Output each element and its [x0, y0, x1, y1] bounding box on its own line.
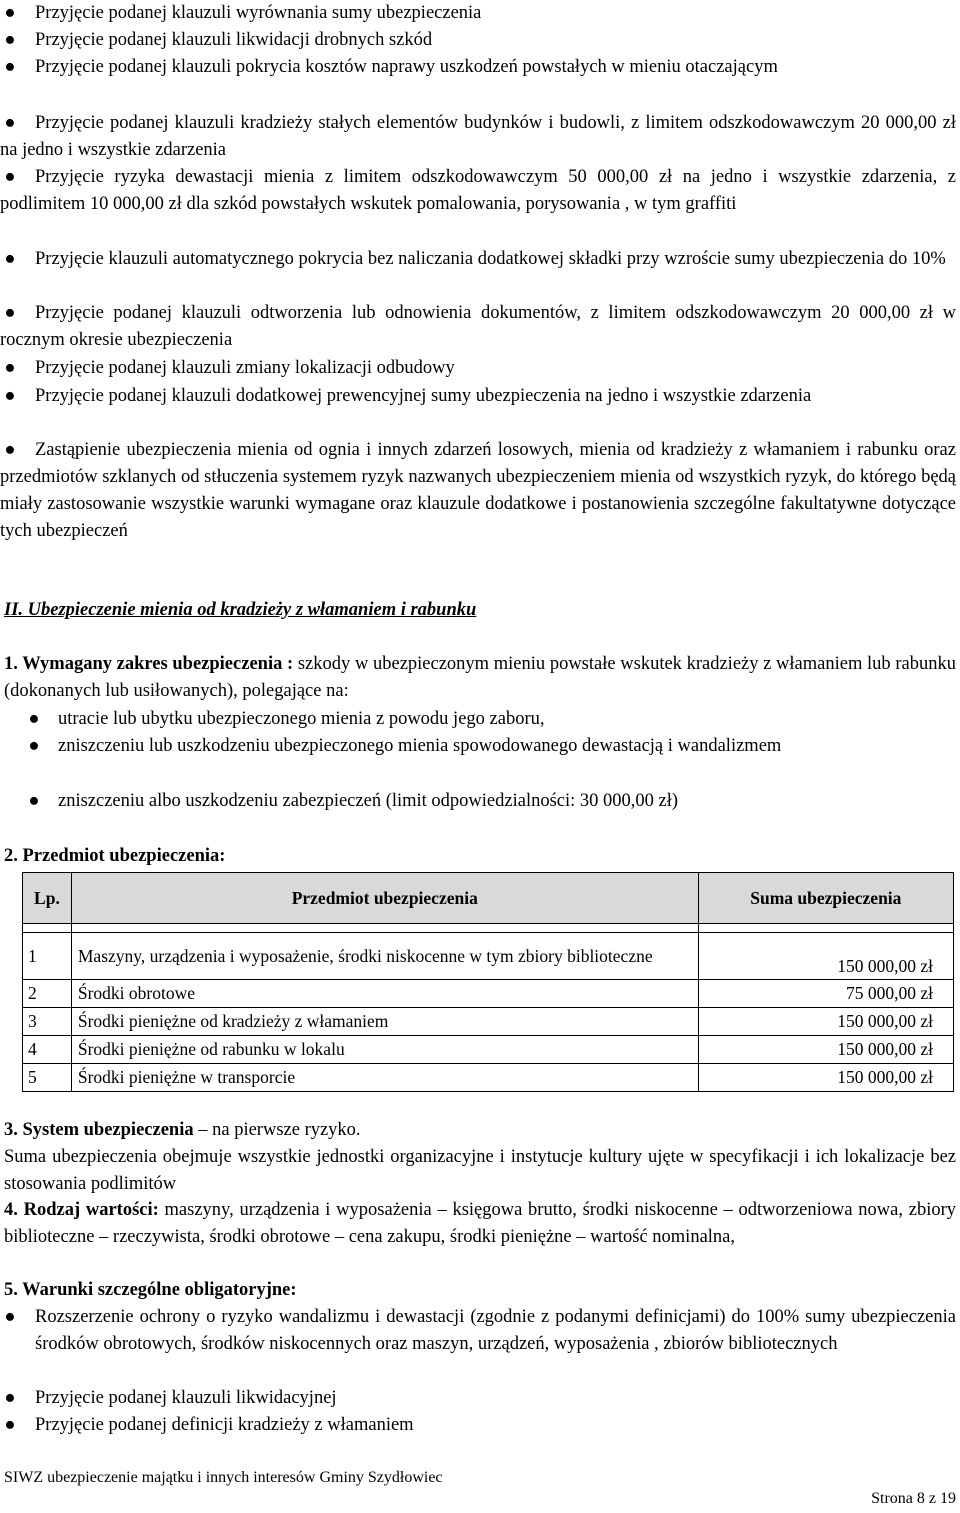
- list-item: ● Zastąpienie ubezpieczenia mienia od ognia i innych zdarzeń losowych, mienia od kradzieży z włamaniem i rabunku oraz przedmiotów szklanych od stłuczenia systemem ryzyk nazwanych ubezpieczeniem mienia od wszystkich ryzyk, do którego będą miały zastosowanie wszystkie warunki wymagane oraz klauzule dodatkowe i postanowienia szczególne fakultatywne dotyczące tych ubezpieczeń: [0, 437, 956, 545]
- bullet-icon: ●: [4, 440, 16, 460]
- system-label: 3. System ubezpieczenia: [4, 1120, 194, 1140]
- bullet-icon: ●: [4, 1415, 16, 1435]
- list-item: ● Przyjęcie podanej klauzuli likwidacji drobnych szkód: [0, 27, 956, 54]
- table-header-row: [23, 873, 954, 924]
- list-item: ● utracie lub ubytku ubezpieczonego mienia z powodu jego zaboru,: [24, 706, 956, 733]
- list-item: ● Przyjęcie podanej klauzuli dodatkowej prewencyjnej sumy ubezpieczenia na jedno i wszystkie zdarzenia: [0, 383, 956, 410]
- conditions-heading: 5. Warunki szczególne obligatoryjne:: [4, 1280, 297, 1300]
- list-item: ● Przyjęcie podanej klauzuli wyrównania sumy ubezpieczenia: [0, 0, 956, 27]
- table-row: 5 Środki pieniężne w transporcie 150 000,00 zł: [23, 1064, 954, 1092]
- bullet-icon: ●: [4, 386, 16, 406]
- bullet-icon: ●: [4, 113, 16, 133]
- bullet-icon: ●: [4, 57, 16, 77]
- table-row: 1 Maszyny, urządzenia i wyposażenie, środki niskocenne w tym zbiory biblioteczne 150 000,00 zł: [23, 933, 954, 980]
- bullet-icon: ●: [4, 358, 16, 378]
- requirement-text: szkody w ubezpieczonym mieniu powstałe wskutek kradzieży z włamaniem lub rabunku (dokonanych lub usiłowanych), polegające na:: [4, 654, 956, 701]
- list-item: ● Przyjęcie klauzuli automatycznego pokrycia bez naliczania dodatkowej składki przy wzroście sumy ubezpieczenia do 10%: [0, 246, 956, 273]
- bullet-icon: ●: [4, 249, 16, 269]
- list-item: ● Rozszerzenie ochrony o ryzyko wandalizmu i dewastacji (zgodnie z podanymi definicjami) do 100% sumy ubezpieczenia środków obrotowych, środków niskocennych oraz maszyn, urządzeń, wyposażenia , zbiorów bibliotecznych: [0, 1304, 956, 1358]
- insurance-table: [22, 872, 954, 1092]
- table-row: 4 Środki pieniężne od rabunku w lokalu 150 000,00 zł: [23, 1036, 954, 1064]
- table-row: 3 Środki pieniężne od kradzieży z włamaniem 150 000,00 zł: [23, 1008, 954, 1036]
- section-heading: II. Ubezpieczenie mienia od kradzieży z włamaniem i rabunku: [4, 600, 477, 620]
- system-line: [4, 1117, 361, 1144]
- bullet-icon: ●: [4, 303, 16, 323]
- list-item: ● Przyjęcie podanej definicji kradzieży z włamaniem: [0, 1412, 956, 1439]
- value-type-paragraph: [4, 1197, 956, 1251]
- list-item: ● Przyjęcie podanej klauzuli likwidacyjnej: [0, 1385, 956, 1412]
- list-item: ● zniszczeniu lub uszkodzeniu ubezpieczonego mienia spowodowanego dewastacją i wandalizmem: [24, 733, 956, 760]
- system-paragraph: Suma ubezpieczenia obejmuje wszystkie jednostki organizacyjne i instytucje kultury ujęte w specyfikacji i ich lokalizacje bez stosowania podlimitów: [4, 1147, 956, 1194]
- subject-heading: 2. Przedmiot ubezpieczenia:: [4, 846, 226, 866]
- column-header: Suma ubezpieczenia: [698, 873, 953, 924]
- list-item: ● Przyjęcie podanej klauzuli pokrycia kosztów naprawy uszkodzeń powstałych w mieniu otaczającym: [0, 54, 956, 81]
- bullet-icon: ●: [4, 3, 16, 23]
- list-item: ● Przyjęcie podanej klauzuli zmiany lokalizacji odbudowy: [0, 355, 956, 382]
- value-type-text: maszyny, urządzenia i wyposażenia – księgowa brutto, środki niskocenne – odtworzeniowa nowa, zbiory biblioteczne – rzeczywista, środki obrotowe – cena zakupu, środki pieniężne – wartość nominalna,: [4, 1200, 956, 1247]
- list-item: ● zniszczeniu albo uszkodzeniu zabezpieczeń (limit odpowiedzialności: 30 000,00 zł): [24, 788, 956, 815]
- list-item: ● Przyjęcie podanej klauzuli kradzieży stałych elementów budynków i budowli, z limitem odszkodowawczym 20 000,00 zł na jedno i wszystkie zdarzenia: [0, 110, 956, 164]
- column-header: Przedmiot ubezpieczenia: [71, 873, 698, 924]
- bullet-icon: ●: [4, 30, 16, 50]
- requirement-label: 1. Wymagany zakres ubezpieczenia :: [4, 654, 294, 674]
- footer-text: SIWZ ubezpieczenie majątku i innych interesów Gminy Szydłowiec: [4, 1469, 443, 1486]
- bullet-icon: ●: [28, 791, 40, 811]
- bullet-icon: ●: [28, 736, 40, 756]
- page-number: Strona 8 z 19: [871, 1490, 956, 1507]
- column-header: Lp.: [23, 873, 72, 924]
- bullet-icon: ●: [28, 709, 40, 729]
- bullet-icon: ●: [4, 167, 16, 187]
- bullet-icon: ●: [4, 1307, 16, 1327]
- system-value: – na pierwsze ryzyko.: [193, 1120, 361, 1140]
- requirement-paragraph: [4, 651, 956, 705]
- table-row: 2 Środki obrotowe 75 000,00 zł: [23, 980, 954, 1008]
- bullet-icon: ●: [4, 1388, 16, 1408]
- list-item: ● Przyjęcie podanej klauzuli odtworzenia lub odnowienia dokumentów, z limitem odszkodowawczym 20 000,00 zł w rocznym okresie ubezpieczenia: [0, 300, 956, 354]
- value-type-label: 4. Rodzaj wartości:: [4, 1200, 159, 1220]
- list-item: ● Przyjęcie ryzyka dewastacji mienia z limitem odszkodowawczym 50 000,00 zł na jedno i wszystkie zdarzenia, z podlimitem 10 000,00 zł dla szkód powstałych wskutek pomalowania, porysowania , w tym graffiti: [0, 164, 956, 218]
- table-spacer: [23, 924, 954, 933]
